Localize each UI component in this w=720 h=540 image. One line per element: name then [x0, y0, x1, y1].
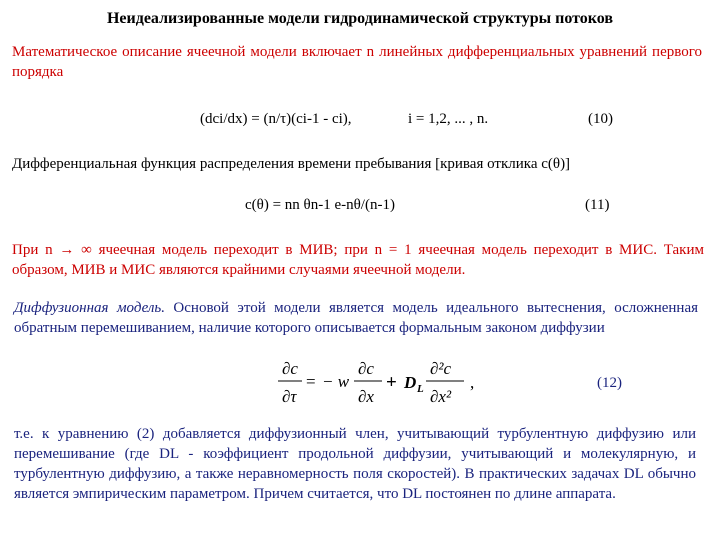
formula-12 — [268, 352, 488, 412]
eq12-term2-numerator: ∂c — [358, 359, 374, 378]
limit-cases-paragraph: При n → ∞ ячеечная модель переходит в МИВ; при n = 1 ячеечная модель переходит в МИС. Таким образом, МИВ и МИС являются крайними случаями ячеечной модели. — [12, 242, 704, 278]
distribution-paragraph: Дифференциальная функция распределения времени пребывания [кривая отклика c(θ)] — [12, 156, 571, 172]
formula-10-range: i = 1,2, ... , n. — [408, 111, 489, 127]
diffusion-model-text: Основой этой модели является модель идеального вытеснения, осложненная обратным перемешиванием, наличие которого описывается формальным законом диффузии — [14, 300, 698, 336]
eq12-dl: D — [404, 373, 417, 392]
eq12-equals: = — [306, 372, 316, 391]
diffusion-model-paragraph — [14, 298, 698, 338]
formula-10-expression: (dci/dx) = (n/τ)(ci-1 - ci), — [200, 111, 352, 127]
eq12-term3-numerator: ∂²c — [430, 359, 452, 378]
eq12-minus-w: − w — [322, 372, 350, 391]
eq12-term2-denominator: ∂x — [358, 387, 374, 406]
intro-paragraph: Математическое описание ячеечной модели включает n линейных дифференциальных уравнений первого порядка — [12, 44, 702, 80]
eq12-lhs-numerator: ∂c — [282, 359, 298, 378]
formula-10-number: (10) — [588, 111, 613, 127]
formula-11-number: (11) — [585, 197, 610, 213]
eq12-term3-denominator: ∂x² — [430, 387, 452, 406]
eq12-comma: , — [470, 373, 475, 392]
formula-11-expression: c(θ) = nn θn-1 e-nθ/(n-1) — [245, 197, 395, 213]
formula-12-number: (12) — [597, 375, 622, 391]
page-title: Неидеализированные модели гидродинамической структуры потоков — [106, 10, 614, 27]
diffusion-term-paragraph: т.е. к уравнению (2) добавляется диффузионный член, учитывающий турбулентную диффузию или перемешивание (где DL - коэффициент продольной диффузии, учитывающий и молекулярную, и турбулентную диффузию, а также неравномерность поля скоростей). В практических задачах DL обычно является эмпирическим параметром. Причем считается, что DL постоянен по длине аппарата. — [14, 426, 696, 502]
diffusion-model-lead: Диффузионная модель. — [14, 300, 165, 316]
eq12-dl-subscript: L — [417, 383, 424, 395]
eq12-lhs-denominator: ∂τ — [282, 387, 297, 406]
eq12-plus: + — [386, 372, 397, 393]
